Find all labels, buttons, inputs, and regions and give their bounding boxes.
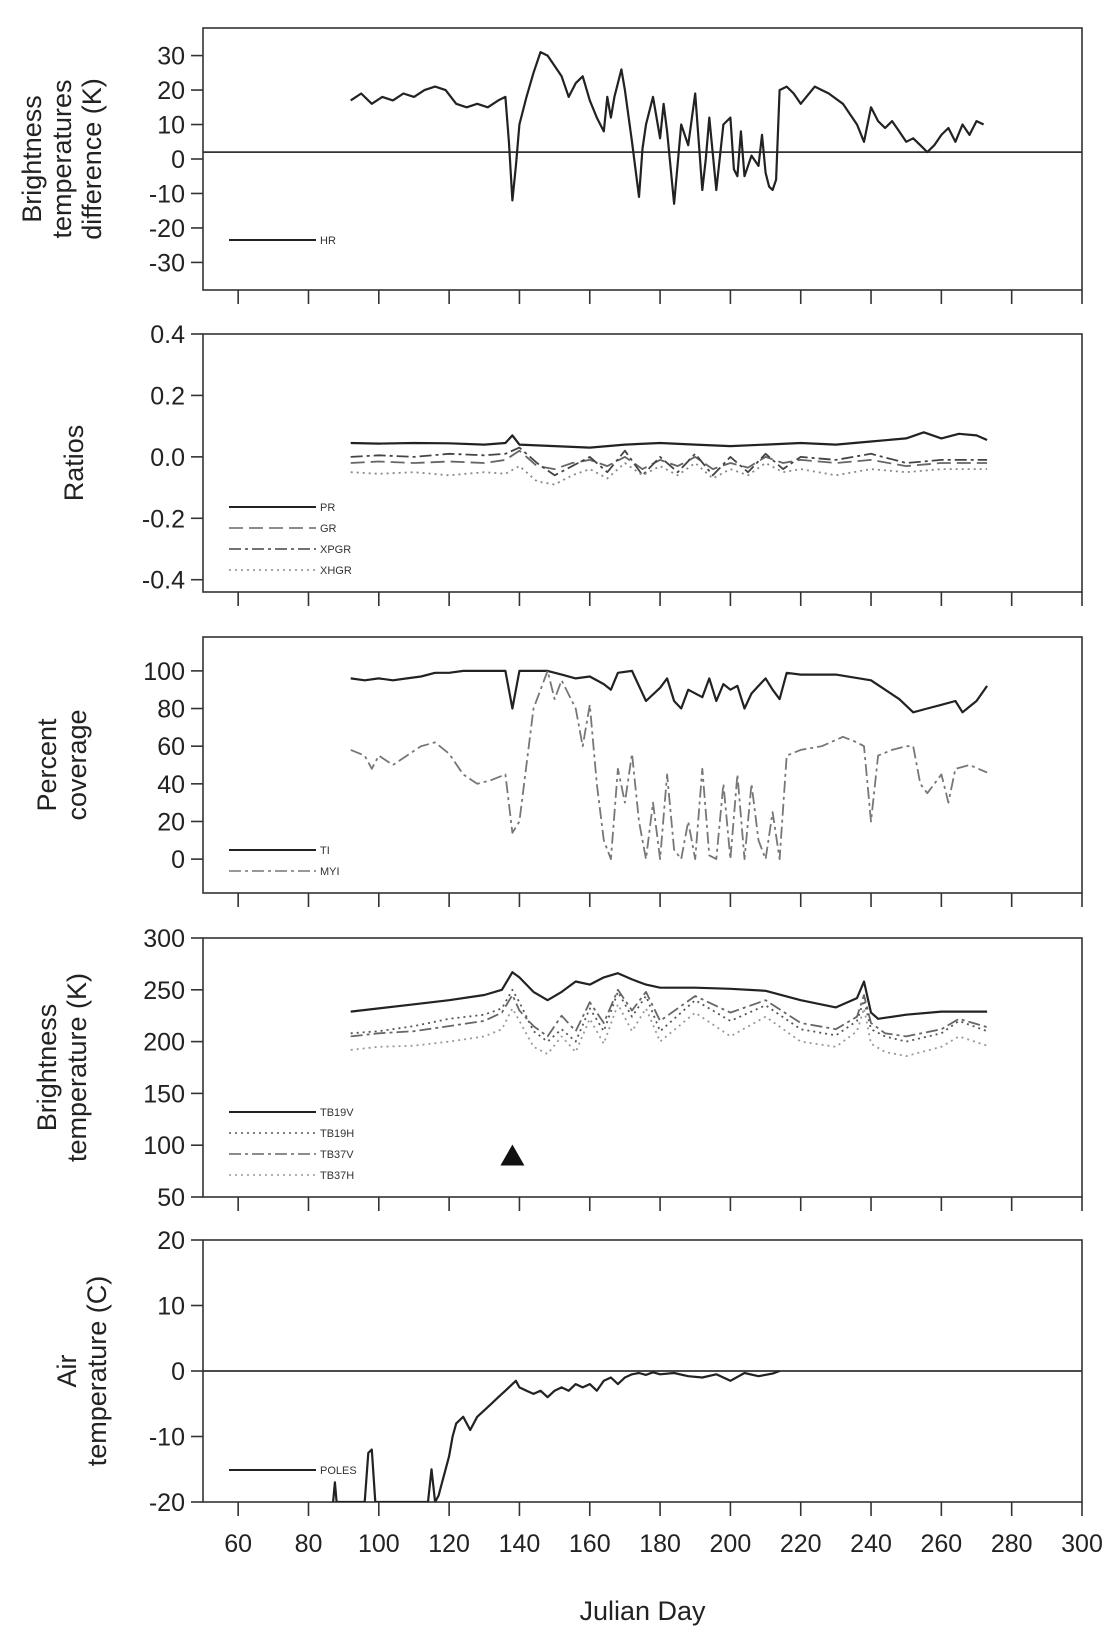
panel-4 (32, 925, 1082, 1212)
series-line-xhgr (351, 463, 987, 485)
legend-label-ti: TI (320, 845, 330, 857)
series-line-ti (351, 671, 987, 712)
series-line-hr (351, 52, 984, 204)
series-line-poles (333, 1371, 779, 1502)
y-tick-label: 0 (171, 146, 185, 174)
y-tick-label: -0.2 (141, 505, 185, 534)
y-tick-label: -10 (148, 1423, 185, 1452)
legend-label-pr: PR (320, 502, 336, 514)
legend-label-gr: GR (320, 523, 337, 535)
y-axis-label: Percent (32, 718, 62, 812)
x-tick-label: 260 (920, 1530, 963, 1558)
x-tick-label: 160 (568, 1530, 611, 1558)
y-tick-label: 20 (157, 808, 185, 837)
y-tick-label: 250 (143, 976, 185, 1005)
y-tick-label: 60 (157, 733, 185, 762)
y-axis-label: temperature (C) (82, 1275, 112, 1467)
y-tick-label: 10 (157, 1292, 185, 1321)
legend-label-xhgr: XHGR (320, 565, 352, 577)
x-tick-label: 280 (990, 1530, 1033, 1558)
y-tick-label: 0 (171, 846, 185, 875)
y-axis-label: coverage (62, 709, 92, 821)
x-tick-label: 100 (357, 1530, 400, 1558)
legend-label-poles: POLES (320, 1465, 357, 1477)
y-tick-label: -10 (148, 180, 185, 209)
y-tick-label: 0.0 (150, 443, 185, 472)
panel-3 (32, 637, 1082, 907)
series-line-myi (351, 671, 987, 859)
x-tick-label: 300 (1061, 1530, 1103, 1558)
x-tick-label: 220 (779, 1530, 822, 1558)
x-axis-label: Julian Day (579, 1596, 706, 1626)
y-tick-label: 20 (157, 77, 185, 106)
legend-label-tb37h: TB37H (320, 1170, 355, 1182)
x-tick-label: 60 (224, 1530, 253, 1558)
y-tick-label: 0.2 (150, 382, 185, 411)
y-axis-label: Ratios (59, 424, 89, 502)
y-tick-label: 100 (143, 1132, 185, 1161)
y-tick-label: 0.4 (150, 321, 185, 349)
plot-frame (203, 637, 1082, 893)
y-tick-label: -0.4 (141, 566, 185, 595)
y-tick-label: -20 (148, 214, 185, 243)
panel-2 (59, 321, 1082, 606)
y-tick-label: 100 (143, 657, 185, 686)
y-axis-label: temperature (K) (62, 972, 92, 1163)
legend-label-xpgr: XPGR (320, 544, 352, 556)
series-line-tb19v (351, 972, 987, 1019)
y-tick-label: 150 (143, 1080, 185, 1109)
y-tick-label: 80 (157, 695, 185, 724)
x-tick-label: 180 (639, 1530, 681, 1558)
legend-label-tb19v: TB19V (320, 1107, 354, 1119)
y-axis-label: Air (52, 1354, 82, 1388)
y-axis-label: temperatures (47, 79, 77, 239)
y-axis-label: difference (K) (77, 78, 107, 240)
x-tick-label: 140 (498, 1530, 541, 1558)
y-tick-label: 30 (157, 42, 185, 71)
y-tick-label: 40 (157, 770, 185, 799)
legend-label-hr: HR (320, 235, 336, 247)
series-line-tb37h (351, 1004, 987, 1056)
legend-label-tb19h: TB19H (320, 1128, 355, 1140)
y-tick-label: 200 (143, 1028, 185, 1057)
triangle-marker (500, 1145, 524, 1166)
legend-label-myi: MYI (320, 866, 340, 878)
y-axis-label: Brightness (32, 1003, 62, 1132)
panel-5 (52, 1227, 1103, 1626)
x-tick-label: 120 (428, 1530, 470, 1558)
x-tick-label: 200 (709, 1530, 752, 1558)
y-tick-label: 50 (157, 1184, 185, 1212)
y-tick-label: 20 (157, 1227, 185, 1255)
y-tick-label: 10 (157, 111, 185, 140)
series-line-tb37v (351, 990, 987, 1037)
x-tick-label: 240 (850, 1530, 892, 1558)
y-tick-label: 300 (143, 925, 185, 953)
y-tick-label: -20 (148, 1489, 185, 1517)
panel-1 (17, 28, 1082, 304)
y-axis-label: Brightness (17, 95, 47, 223)
series-line-pr (351, 432, 987, 447)
x-tick-label: 80 (294, 1530, 323, 1558)
legend-label-tb37v: TB37V (320, 1149, 354, 1161)
y-tick-label: -30 (148, 249, 185, 278)
y-tick-label: 0 (171, 1358, 185, 1386)
